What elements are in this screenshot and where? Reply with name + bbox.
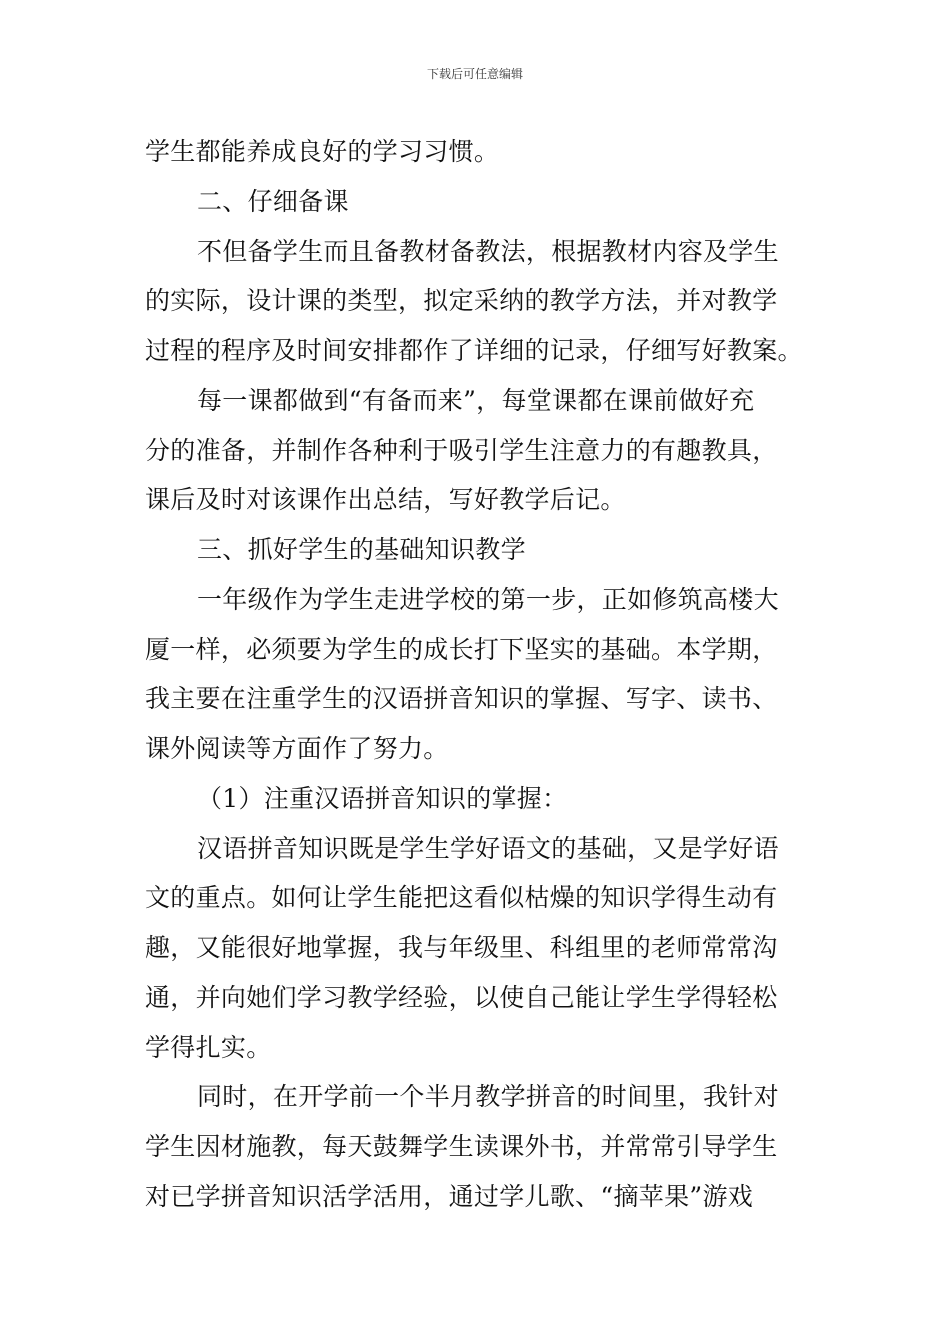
- text-line: 厦一样，必须要为学生的成长打下坚实的基础。本学期，: [145, 635, 778, 664]
- text-line: 过程的程序及时间安排都作了详细的记录，仔细写好教案。: [145, 336, 803, 365]
- text-line: 每一课都做到“有备而来”，每堂课都在课前做好充: [197, 386, 755, 415]
- text-line: 学生都能养成良好的学习习惯。: [145, 137, 500, 166]
- text-line: 文的重点。如何让学生能把这看似枯燥的知识学得生动有: [145, 883, 778, 912]
- text-line: 学得扎实。: [145, 1033, 272, 1062]
- text-line: 我主要在注重学生的汉语拼音知识的掌握、写字、读书、: [145, 684, 778, 713]
- subsection-heading: （1）注重汉语拼音知识的掌握：: [197, 784, 568, 813]
- section-heading: 三、抓好学生的基础知识教学: [197, 535, 526, 564]
- text-line: 通，并向她们学习教学经验，以使自己能让学生学得轻松: [145, 983, 778, 1012]
- page-header: 下载后可任意编辑: [426, 67, 523, 81]
- text-line: 的实际，设计课的类型，拟定采纳的教学方法，并对教学: [145, 286, 778, 315]
- section-heading: 二、仔细备课: [197, 187, 349, 216]
- text-line: 分的准备，并制作各种利于吸引学生注意力的有趣教具，: [145, 436, 778, 465]
- text-line: 汉语拼音知识既是学生学好语文的基础，又是学好语: [197, 834, 779, 863]
- text-line: 对已学拼音知识活学活用，通过学儿歌、“摘苹果”游戏: [145, 1182, 754, 1211]
- text-line: 不但备学生而且备教材备教法，根据教材内容及学生: [197, 237, 779, 266]
- text-line: 学生因材施教，每天鼓舞学生读课外书，并常常引导学生: [145, 1132, 778, 1161]
- text-line: 课后及时对该课作出总结，写好教学后记。: [145, 485, 626, 514]
- text-line: 同时，在开学前一个半月教学拼音的时间里，我针对: [197, 1082, 779, 1111]
- text-line: 一年级作为学生走进学校的第一步，正如修筑高楼大: [197, 585, 779, 614]
- text-line: 课外阅读等方面作了努力。: [145, 734, 449, 763]
- text-line: 趣，又能很好地掌握，我与年级里、科组里的老师常常沟: [145, 933, 778, 962]
